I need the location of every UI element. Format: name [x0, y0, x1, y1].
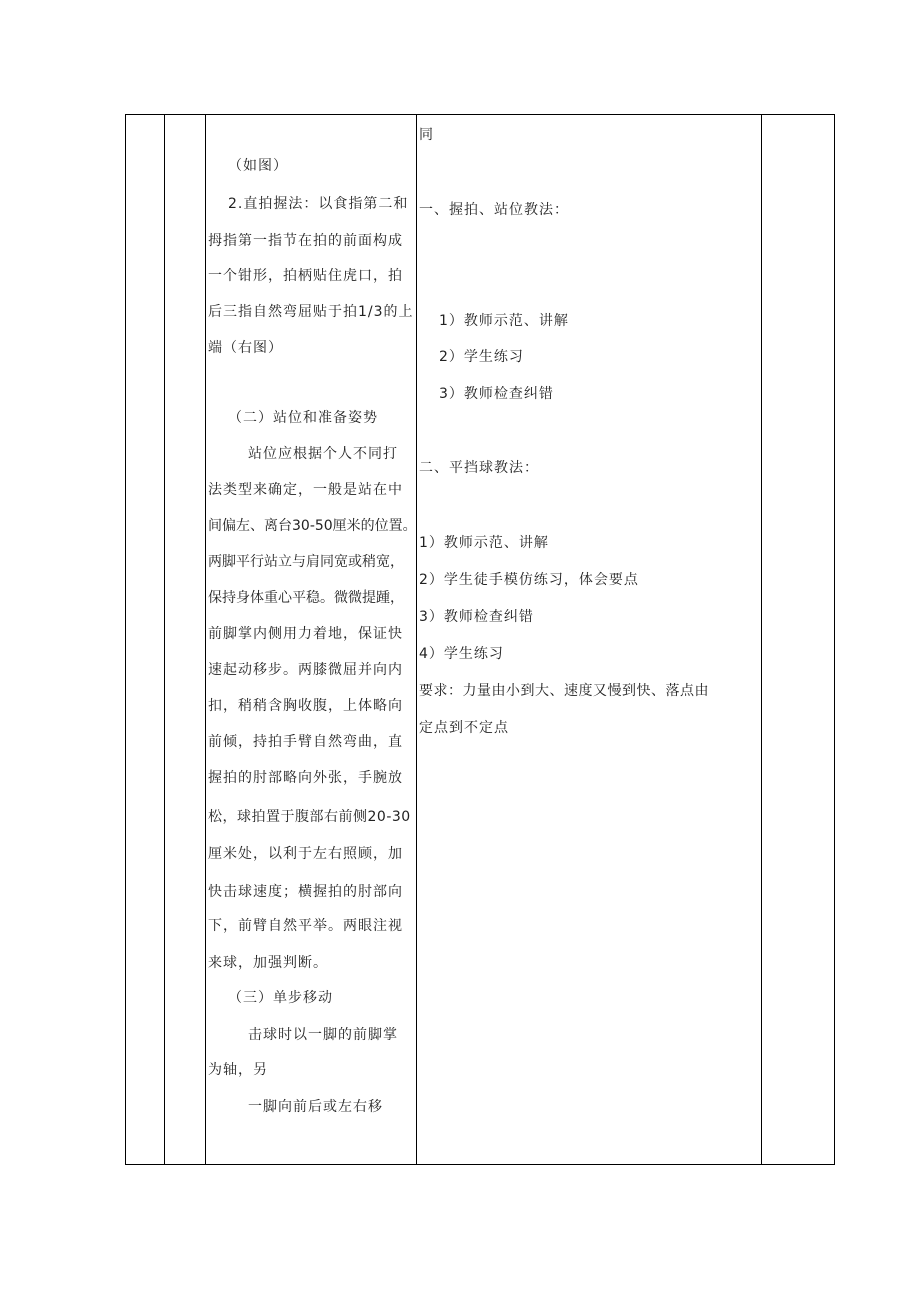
content-line: 为轴，另 — [208, 1062, 268, 1078]
content-line: 握拍的肘部略向外张，手腕放 — [208, 770, 403, 786]
content-line: 端（右图） — [208, 340, 283, 356]
content-line: 拇指第一指节在拍的前面构成 — [208, 233, 403, 249]
method-line: 同 — [419, 127, 434, 143]
requirement-line: 定点到不定点 — [419, 720, 509, 736]
content-line: 击球时以一脚的前脚掌 — [248, 1027, 398, 1043]
content-line: 后三指自然弯屈贴于拍1/3的上 — [208, 304, 414, 320]
content-line: 前倾，持拍手臂自然弯曲，直 — [208, 734, 403, 750]
column-divider-3 — [416, 114, 417, 1165]
content-line: 厘米处，以利于左右照顾，加 — [208, 846, 403, 862]
column-divider-4 — [761, 114, 762, 1165]
content-line: 法类型来确定，一般是站在中 — [208, 482, 403, 498]
column-divider-2 — [205, 114, 206, 1165]
method-heading: 二、平挡球教法： — [419, 460, 539, 476]
content-line: 前脚掌内侧用力着地，保证快 — [208, 626, 403, 642]
method-line: 2）学生练习 — [439, 349, 524, 365]
content-line: 速起动移步。两膝微屈并向内 — [208, 662, 403, 678]
content-line: 间偏左、离台30-50厘米的位置。 — [208, 518, 417, 534]
content-line: 两脚平行站立与肩同宽或稍宽， — [208, 554, 404, 570]
section-heading: （三）单步移动 — [228, 990, 333, 1006]
content-line: 一个钳形，拍柄贴住虎口，拍 — [208, 268, 403, 284]
column-divider-1 — [164, 114, 165, 1165]
method-line: 3）教师检查纠错 — [439, 386, 554, 402]
method-line: 4）学生练习 — [419, 646, 504, 662]
section-heading: （二）站位和准备姿势 — [228, 410, 378, 426]
requirement-line: 要求：力量由小到大、速度又慢到快、落点由 — [419, 683, 709, 699]
content-line: 下，前臂自然平举。两眼注视 — [208, 918, 403, 934]
content-line: 快击球速度；横握拍的肘部向 — [208, 884, 403, 900]
content-line: 一脚向前后或左右移 — [248, 1099, 383, 1115]
method-line: 1）教师示范、讲解 — [419, 535, 549, 551]
content-line: 来球，加强判断。 — [208, 955, 328, 971]
method-line: 3）教师检查纠错 — [419, 609, 534, 625]
method-line: 1）教师示范、讲解 — [439, 313, 569, 329]
method-heading: 一、握拍、站位教法： — [419, 202, 569, 218]
content-line: （如图） — [228, 158, 288, 174]
content-line: 松，球拍置于腹部右前侧20-30 — [208, 809, 411, 825]
content-line: 保持身体重心平稳。微微提踵， — [208, 590, 404, 606]
method-line: 2）学生徒手模仿练习，体会要点 — [419, 572, 639, 588]
content-line: 扣，稍稍含胸收腹，上体略向 — [208, 698, 403, 714]
content-line: 2.直拍握法：以食指第二和 — [228, 196, 409, 212]
content-line: 站位应根据个人不同打 — [248, 446, 398, 462]
